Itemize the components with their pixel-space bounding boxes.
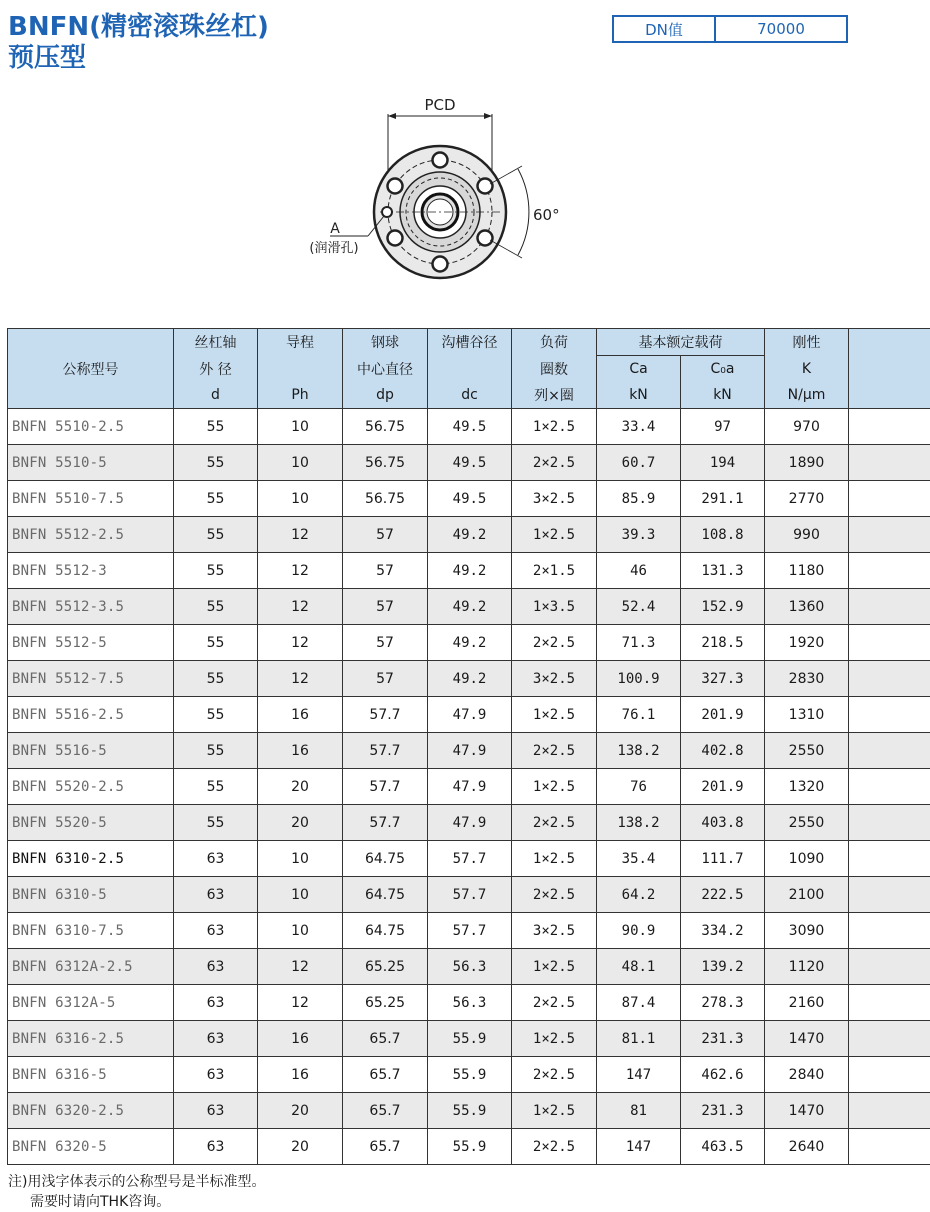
cell-dp: 64.75 [343,913,428,949]
bolt-hole-top [433,153,448,168]
cell-ca: 35.4 [597,841,681,877]
cell-dc: 49.2 [428,589,512,625]
cell-dp: 57 [343,661,428,697]
cell-ph: 16 [258,733,343,769]
cell-d: 63 [174,1093,258,1129]
cell-k: 1360 [765,589,849,625]
cell-dc: 49.5 [428,409,512,445]
cell-ca: 100.9 [597,661,681,697]
nut-diagram [290,92,580,292]
cell-ph: 12 [258,553,343,589]
col-stiff-l2: K [765,356,849,383]
cell-ca: 64.2 [597,877,681,913]
dn-value-box [612,15,848,43]
cell-k: 990 [765,517,849,553]
spec-table [7,328,930,1165]
footnote-line-1: 注)用浅字体表示的公称型号是半标准型。 [8,1172,265,1192]
cell-k: 2830 [765,661,849,697]
cell-dp: 65.25 [343,949,428,985]
cell-dc: 49.2 [428,625,512,661]
page-title [8,12,269,74]
cell-model: BNFN 5512-3 [8,553,174,589]
cell-ca: 60.7 [597,445,681,481]
cell-model: BNFN 5512-7.5 [8,661,174,697]
col-ball-l2: 中心直径 [343,356,428,383]
cell-ph: 12 [258,661,343,697]
cell-ca: 138.2 [597,733,681,769]
cell-dp: 65.7 [343,1129,428,1165]
cell-circuits: 1×3.5 [512,589,597,625]
col-ball-l1: 钢球 [343,329,428,356]
cell-dc: 55.9 [428,1057,512,1093]
table-row [8,589,930,625]
cell-k: 970 [765,409,849,445]
table-row [8,769,930,805]
cell-ca: 39.3 [597,517,681,553]
cell-circuits: 1×2.5 [512,1021,597,1057]
col-c0a-l3: kN [681,382,765,409]
cell-dp: 65.25 [343,985,428,1021]
col-ca-l3: kN [597,382,681,409]
cell-dp: 56.75 [343,409,428,445]
cell-dc: 56.3 [428,949,512,985]
cell-circuits: 1×2.5 [512,949,597,985]
cell-c0a: 194 [681,445,765,481]
cell-d: 55 [174,805,258,841]
table-row [8,805,930,841]
cell-ph: 16 [258,1057,343,1093]
bolt-hole-lower-right [478,231,493,246]
cell-c0a: 222.5 [681,877,765,913]
col-c0a-l2: C₀a [681,356,765,383]
cell-dp: 64.75 [343,841,428,877]
cell-circuits: 2×2.5 [512,1129,597,1165]
cell-ca: 90.9 [597,913,681,949]
col-shaft-l1: 丝杠轴 [174,329,258,356]
cell-dp: 57 [343,553,428,589]
cell-circuits: 1×2.5 [512,517,597,553]
cell-blank [849,589,930,625]
cell-circuits: 2×2.5 [512,625,597,661]
cell-ph: 10 [258,913,343,949]
angle-label: 60° [533,206,560,224]
cell-c0a: 278.3 [681,985,765,1021]
cell-circuits: 2×2.5 [512,1057,597,1093]
cell-circuits: 3×2.5 [512,661,597,697]
cell-k: 1470 [765,1021,849,1057]
col-circuits-l3: 列×圈 [512,382,597,409]
dn-value: 70000 [716,17,846,41]
cell-d: 55 [174,481,258,517]
col-lead-l3: Ph [258,382,343,409]
cell-circuits: 2×2.5 [512,733,597,769]
a-note: (润滑孔) [309,240,358,256]
cell-dp: 65.7 [343,1057,428,1093]
cell-circuits: 3×2.5 [512,913,597,949]
cell-dc: 49.2 [428,553,512,589]
cell-d: 63 [174,985,258,1021]
cell-k: 1890 [765,445,849,481]
cell-ph: 12 [258,517,343,553]
table-row [8,841,930,877]
cell-model: BNFN 6320-5 [8,1129,174,1165]
cell-model: BNFN 6320-2.5 [8,1093,174,1129]
table-row [8,481,930,517]
cell-model: BNFN 6312A-5 [8,985,174,1021]
cell-ph: 20 [258,769,343,805]
cell-blank [849,1129,930,1165]
cell-c0a: 201.9 [681,697,765,733]
cell-d: 63 [174,1021,258,1057]
table-row [8,985,930,1021]
cell-c0a: 291.1 [681,481,765,517]
footnote-line-2: 需要时请向THK咨询。 [8,1192,265,1212]
cell-dc: 55.9 [428,1129,512,1165]
cell-ca: 81 [597,1093,681,1129]
cell-dc: 49.2 [428,517,512,553]
cell-dp: 57.7 [343,697,428,733]
cell-blank [849,517,930,553]
cell-c0a: 108.8 [681,517,765,553]
cell-ca: 147 [597,1129,681,1165]
col-groove-l3: dc [428,382,512,409]
cell-blank [849,1021,930,1057]
cell-blank [849,913,930,949]
cell-c0a: 463.5 [681,1129,765,1165]
cell-d: 63 [174,949,258,985]
cell-ph: 10 [258,445,343,481]
cell-dp: 56.75 [343,481,428,517]
cell-d: 55 [174,517,258,553]
cell-circuits: 1×2.5 [512,409,597,445]
cell-blank [849,409,930,445]
cell-model: BNFN 6312A-2.5 [8,949,174,985]
cell-dc: 47.9 [428,697,512,733]
cell-d: 63 [174,913,258,949]
cell-ph: 12 [258,625,343,661]
cell-blank [849,877,930,913]
cell-dp: 57 [343,589,428,625]
cell-d: 55 [174,589,258,625]
cell-dp: 57.7 [343,733,428,769]
cell-model: BNFN 5512-5 [8,625,174,661]
cell-dc: 55.9 [428,1093,512,1129]
table-row [8,1093,930,1129]
col-shaft-l2: 外 径 [174,356,258,383]
cell-dc: 47.9 [428,733,512,769]
cell-ph: 20 [258,805,343,841]
cell-circuits: 2×2.5 [512,445,597,481]
cell-ph: 12 [258,985,343,1021]
cell-dc: 55.9 [428,1021,512,1057]
cell-c0a: 231.3 [681,1021,765,1057]
cell-c0a: 139.2 [681,949,765,985]
table-row [8,1021,930,1057]
cell-dc: 49.5 [428,481,512,517]
cell-dp: 57 [343,625,428,661]
cell-model: BNFN 5510-5 [8,445,174,481]
cell-dp: 57.7 [343,805,428,841]
cell-dc: 57.7 [428,841,512,877]
table-row [8,661,930,697]
cell-model: BNFN 6310-7.5 [8,913,174,949]
dn-label: DN值 [614,17,716,41]
cell-dc: 56.3 [428,985,512,1021]
cell-blank [849,481,930,517]
bolt-hole-upper-left [388,179,403,194]
cell-c0a: 111.7 [681,841,765,877]
table-row [8,409,930,445]
cell-k: 2640 [765,1129,849,1165]
cell-d: 55 [174,769,258,805]
cell-dp: 65.7 [343,1021,428,1057]
cell-blank [849,553,930,589]
cell-c0a: 201.9 [681,769,765,805]
col-shaft-l3: d [174,382,258,409]
cell-circuits: 2×2.5 [512,877,597,913]
cell-model: BNFN 5510-2.5 [8,409,174,445]
cell-model: BNFN 5520-5 [8,805,174,841]
table-row [8,1057,930,1093]
cell-k: 1310 [765,697,849,733]
cell-d: 63 [174,841,258,877]
cell-c0a: 152.9 [681,589,765,625]
header-row-1 [8,329,930,356]
cell-d: 63 [174,1057,258,1093]
col-lead-l2 [258,356,343,383]
cell-k: 2160 [765,985,849,1021]
cell-c0a: 97 [681,409,765,445]
table-row [8,517,930,553]
footnote [8,1172,265,1212]
bolt-hole-bottom [433,257,448,272]
cell-c0a: 131.3 [681,553,765,589]
table-row [8,697,930,733]
cell-model: BNFN 6310-2.5 [8,841,174,877]
cell-ca: 76.1 [597,697,681,733]
angle-arc [518,169,529,255]
cell-k: 2840 [765,1057,849,1093]
col-lead-l1: 导程 [258,329,343,356]
cell-ph: 16 [258,1021,343,1057]
cell-blank [849,625,930,661]
cell-blank [849,769,930,805]
col-ball-l3: dp [343,382,428,409]
cell-k: 2770 [765,481,849,517]
pcd-arrow-left [388,113,396,119]
cell-ca: 76 [597,769,681,805]
cell-c0a: 402.8 [681,733,765,769]
cell-c0a: 462.6 [681,1057,765,1093]
cell-blank [849,949,930,985]
cell-ca: 33.4 [597,409,681,445]
cell-k: 2100 [765,877,849,913]
cell-model: BNFN 5520-2.5 [8,769,174,805]
cell-dp: 64.75 [343,877,428,913]
cell-blank [849,697,930,733]
cell-model: BNFN 5516-2.5 [8,697,174,733]
cell-circuits: 1×2.5 [512,769,597,805]
col-load-group: 基本额定载荷 [597,329,765,356]
cell-ph: 12 [258,589,343,625]
cell-dc: 49.5 [428,445,512,481]
cell-circuits: 2×2.5 [512,805,597,841]
cell-circuits: 1×2.5 [512,1093,597,1129]
pcd-label: PCD [424,96,455,114]
cell-ph: 10 [258,841,343,877]
table-row [8,625,930,661]
cell-dp: 56.75 [343,445,428,481]
col-groove-l2 [428,356,512,383]
cell-blank [849,1093,930,1129]
cell-circuits: 3×2.5 [512,481,597,517]
cell-dc: 57.7 [428,913,512,949]
lubrication-hole [382,207,392,217]
cell-ca: 52.4 [597,589,681,625]
cell-model: BNFN 6310-5 [8,877,174,913]
cell-model: BNFN 5512-2.5 [8,517,174,553]
col-stiff-l3: N/μm [765,382,849,409]
cell-dc: 47.9 [428,805,512,841]
cell-circuits: 2×2.5 [512,985,597,1021]
cell-ph: 20 [258,1093,343,1129]
cell-model: BNFN 5516-5 [8,733,174,769]
col-circuits-l2: 圈数 [512,356,597,383]
cell-ph: 10 [258,877,343,913]
cell-d: 63 [174,877,258,913]
spec-table-body [8,409,930,1165]
table-row [8,733,930,769]
cell-circuits: 1×2.5 [512,841,597,877]
cell-dc: 49.2 [428,661,512,697]
cell-c0a: 327.3 [681,661,765,697]
cell-ph: 20 [258,1129,343,1165]
cell-ph: 16 [258,697,343,733]
cell-blank [849,445,930,481]
cell-d: 55 [174,625,258,661]
cell-d: 55 [174,445,258,481]
cell-circuits: 2×1.5 [512,553,597,589]
table-row [8,445,930,481]
cell-blank [849,661,930,697]
cell-blank [849,841,930,877]
cell-c0a: 403.8 [681,805,765,841]
col-groove-l1: 沟槽谷径 [428,329,512,356]
cell-k: 1120 [765,949,849,985]
cell-k: 2550 [765,805,849,841]
table-row [8,553,930,589]
cell-blank [849,733,930,769]
cell-d: 55 [174,553,258,589]
cell-d: 63 [174,1129,258,1165]
bolt-hole-upper-right [478,179,493,194]
col-circuits-l1: 负荷 [512,329,597,356]
cell-d: 55 [174,661,258,697]
cell-dc: 57.7 [428,877,512,913]
cell-model: BNFN 5510-7.5 [8,481,174,517]
cell-ca: 85.9 [597,481,681,517]
cell-blank [849,985,930,1021]
cell-dp: 57 [343,517,428,553]
title-line-2: 预压型 [8,43,269,74]
cell-c0a: 231.3 [681,1093,765,1129]
cell-dp: 57.7 [343,769,428,805]
table-row [8,949,930,985]
cell-ph: 10 [258,409,343,445]
cell-ca: 71.3 [597,625,681,661]
cell-blank [849,1057,930,1093]
cell-c0a: 334.2 [681,913,765,949]
cell-ca: 48.1 [597,949,681,985]
cell-ca: 46 [597,553,681,589]
cell-model: BNFN 6316-2.5 [8,1021,174,1057]
cell-k: 1920 [765,625,849,661]
cell-blank [849,805,930,841]
a-label: A [330,221,340,237]
cell-k: 1320 [765,769,849,805]
cell-ca: 87.4 [597,985,681,1021]
cell-ca: 81.1 [597,1021,681,1057]
cell-d: 55 [174,733,258,769]
nut-diagram-svg [290,92,580,292]
cell-k: 1180 [765,553,849,589]
cell-circuits: 1×2.5 [512,697,597,733]
cell-ca: 147 [597,1057,681,1093]
cell-model: BNFN 5512-3.5 [8,589,174,625]
cell-ph: 10 [258,481,343,517]
col-blank [849,329,930,409]
table-row [8,1129,930,1165]
col-ca-l2: Ca [597,356,681,383]
table-row [8,877,930,913]
cell-c0a: 218.5 [681,625,765,661]
cell-d: 55 [174,697,258,733]
cell-dp: 65.7 [343,1093,428,1129]
cell-ca: 138.2 [597,805,681,841]
pcd-arrow-right [484,113,492,119]
cell-k: 1470 [765,1093,849,1129]
bolt-hole-lower-left [388,231,403,246]
cell-ph: 12 [258,949,343,985]
cell-k: 2550 [765,733,849,769]
cell-k: 3090 [765,913,849,949]
col-stiff-l1: 刚性 [765,329,849,356]
title-line-1: BNFN(精密滚珠丝杠) [8,12,269,43]
cell-d: 55 [174,409,258,445]
cell-k: 1090 [765,841,849,877]
cell-dc: 47.9 [428,769,512,805]
cell-model: BNFN 6316-5 [8,1057,174,1093]
table-row [8,913,930,949]
col-model: 公称型号 [8,329,174,409]
